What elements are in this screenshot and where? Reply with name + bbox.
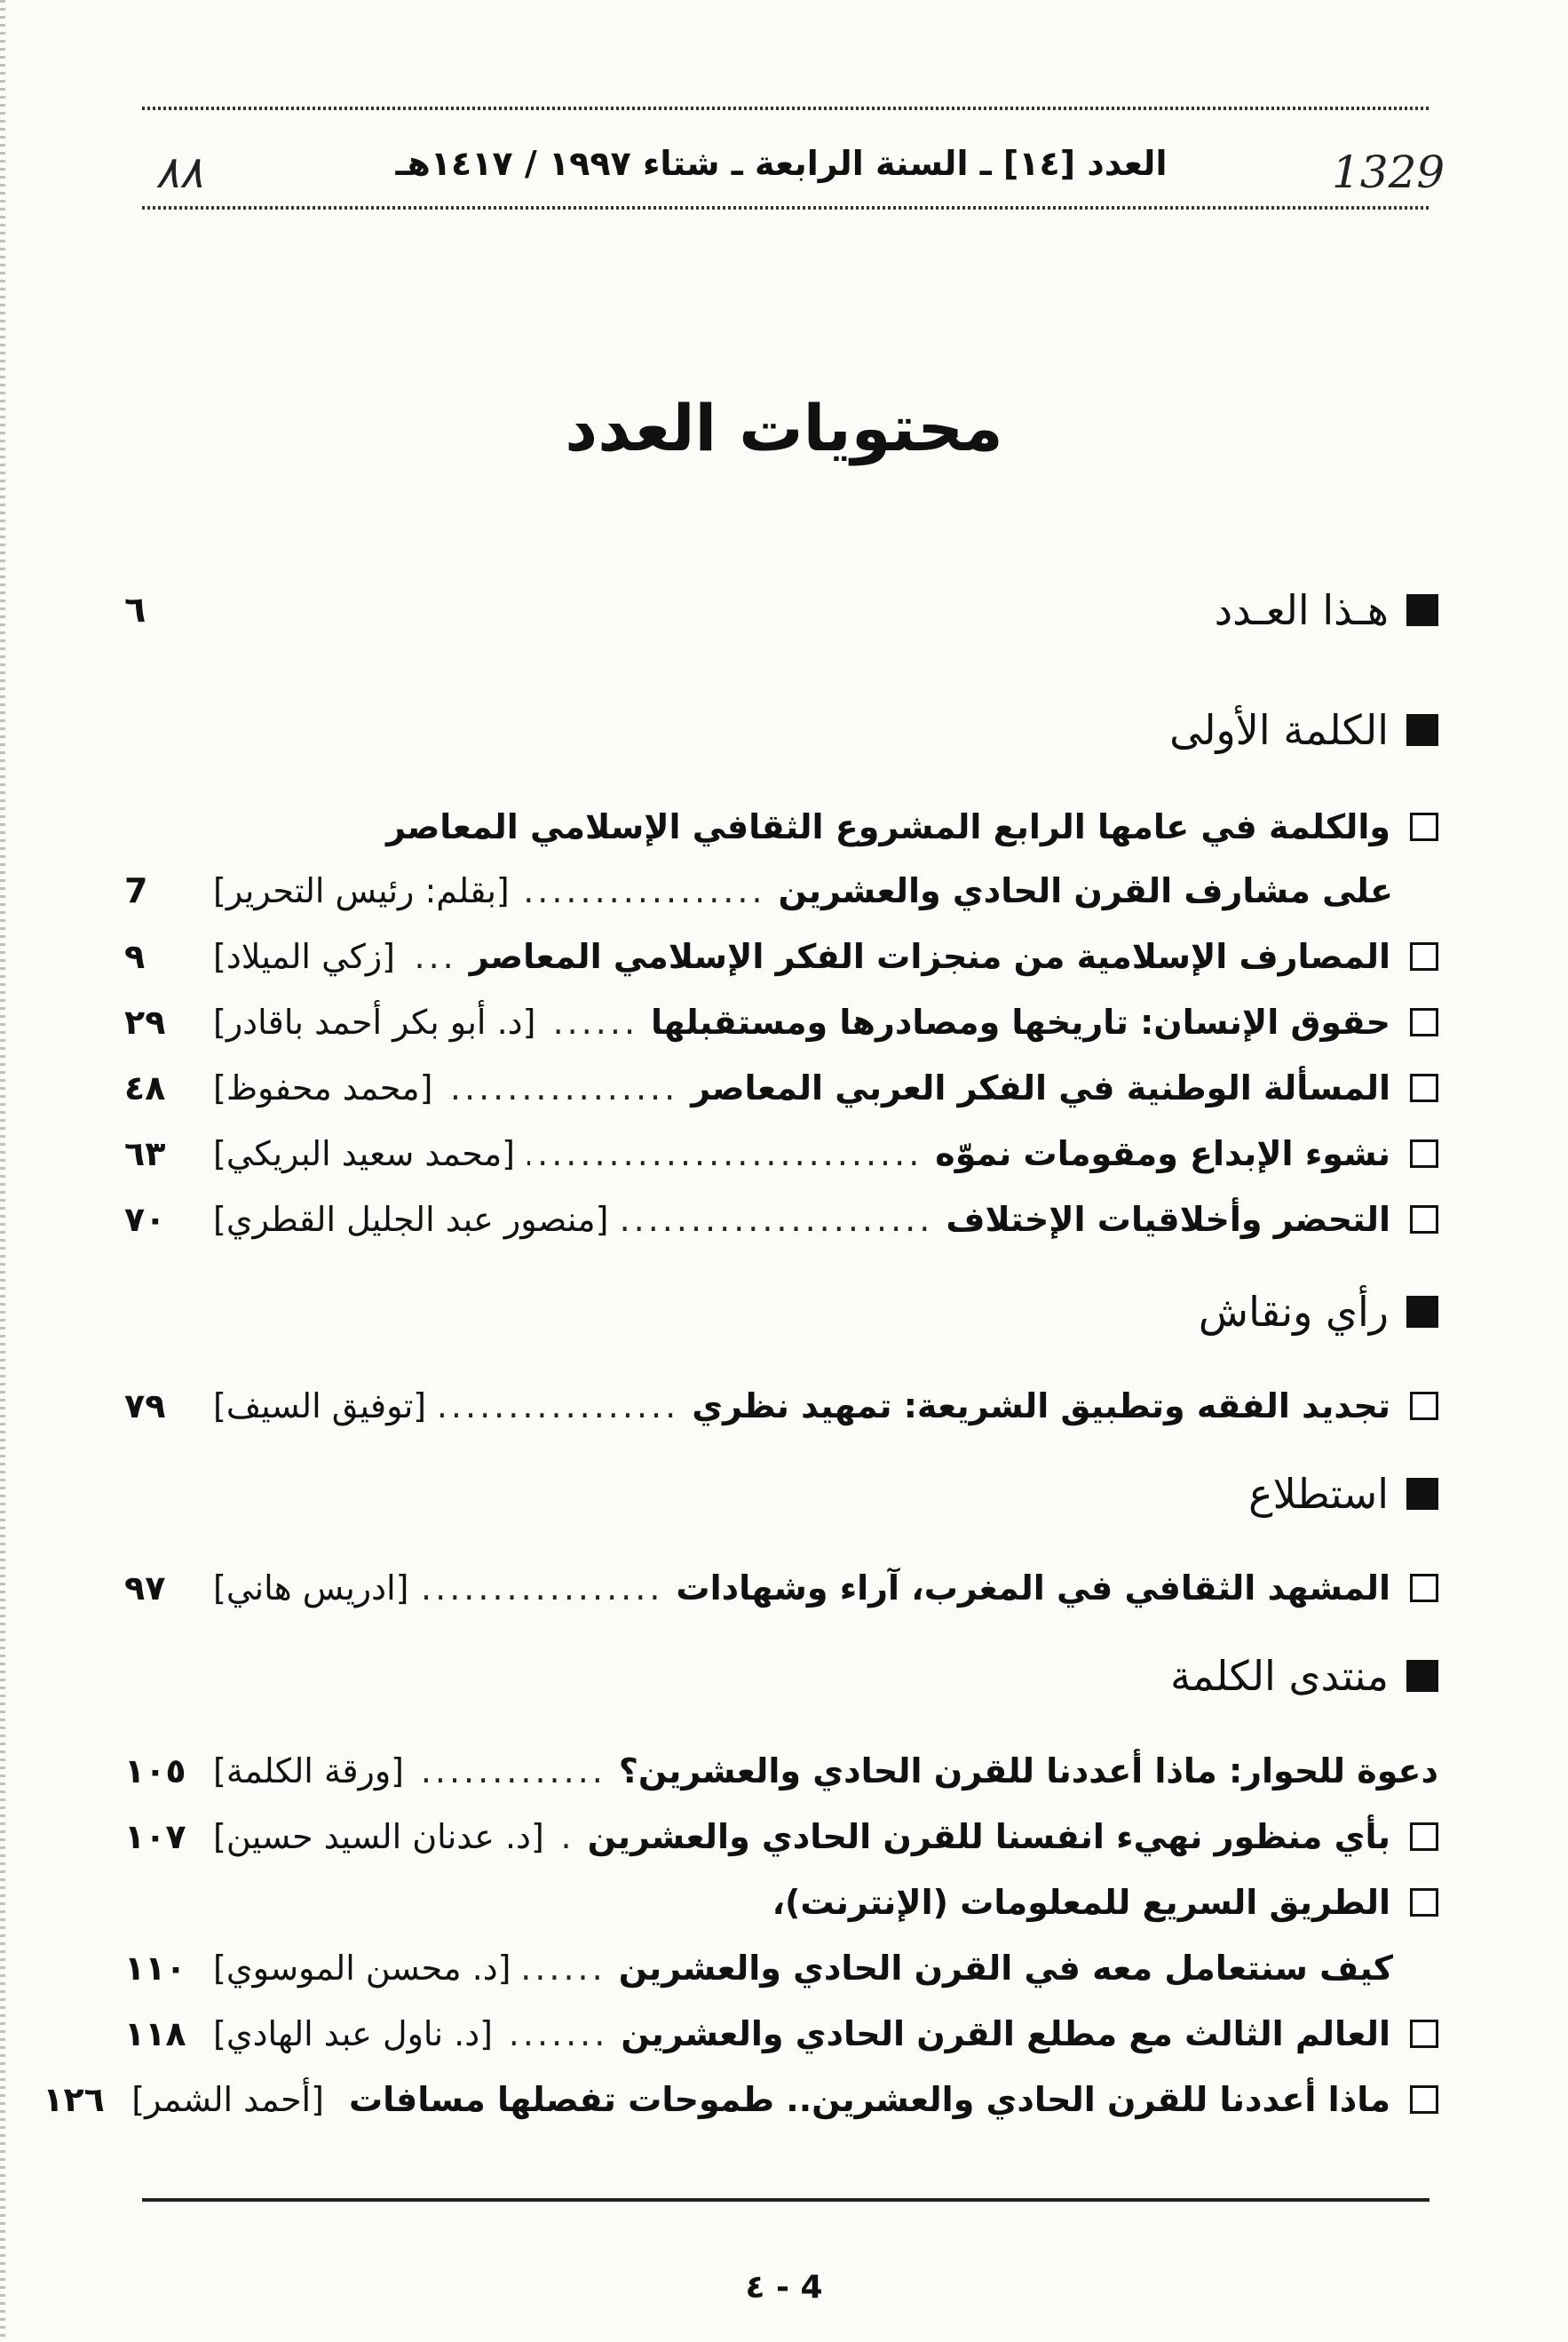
checkbox-square-icon — [1410, 1139, 1438, 1168]
section-title: استطلاع — [1248, 1470, 1389, 1518]
entry-author: [بقلم: رئيس التحرير] — [213, 871, 510, 910]
entry-title: ماذا أعددنا للقرن الحادي والعشرين.. طموحات تفصلها مسافات — [348, 2080, 1390, 2119]
entry-author: [محمد محفوظ] — [213, 1068, 433, 1107]
entry-author: [د. أبو بكر أحمد باقادر] — [213, 1003, 536, 1042]
checkbox-square-icon — [1410, 1008, 1438, 1036]
toc-entry[interactable] — [124, 799, 1438, 854]
footer-rule — [142, 2198, 1429, 2202]
issue-line: العدد [١٤] ـ السنة الرابعة ـ شتاء ١٩٩٧ / ١٤١٧هـ — [395, 144, 1168, 183]
toc-entry[interactable] — [124, 1941, 1438, 1996]
toc-entry[interactable] — [124, 1126, 1438, 1181]
checkbox-square-icon — [1410, 1574, 1438, 1602]
section-survey — [124, 1470, 1438, 1518]
entry-author: [توفيق السيف] — [213, 1386, 427, 1425]
entry-author: [محمد سعيد البريكي] — [213, 1134, 515, 1173]
checkbox-square-icon — [1410, 1392, 1438, 1420]
checkbox-square-icon — [1410, 942, 1438, 971]
handwritten-note-right: 1329 — [1332, 147, 1445, 198]
toc-entry[interactable] — [124, 863, 1438, 918]
toc-entry[interactable] — [124, 995, 1438, 1050]
toc-entry[interactable] — [43, 2072, 1438, 2127]
entry-page: ١٠٥ — [124, 1751, 186, 1790]
entry-page: ٩٧ — [124, 1568, 166, 1608]
toc-entry[interactable] — [124, 1378, 1438, 1433]
entry-title: دعوة للحوار: ماذا أعددنا للقرن الحادي والعشرين؟ — [618, 1751, 1438, 1790]
entry-author: [زكي الميلاد] — [213, 937, 396, 976]
toc-entry[interactable] — [124, 2006, 1438, 2061]
section-forum — [124, 1652, 1438, 1700]
dot-leader — [548, 1003, 638, 1042]
dot-leader — [557, 1817, 575, 1856]
dot-leader — [421, 1568, 663, 1608]
entry-author: [أحمد الشمر] — [131, 2080, 324, 2119]
checkbox-square-icon — [1410, 1205, 1438, 1234]
entry-author: [ادريس هاني] — [213, 1568, 409, 1608]
checkbox-square-icon — [1410, 1074, 1438, 1102]
entry-title: المشهد الثقافي في المغرب، آراء وشهادات — [676, 1568, 1390, 1608]
entry-author: [ورقة الكلمة] — [213, 1751, 405, 1790]
entry-page: ٢٩ — [124, 1003, 166, 1042]
entry-title: على مشارف القرن الحادي والعشرين — [778, 871, 1393, 910]
toc-entry[interactable] — [124, 1192, 1438, 1247]
toc-entry[interactable] — [124, 1875, 1438, 1930]
section-title: منتدى الكلمة — [1170, 1652, 1389, 1700]
entry-title: تجديد الفقه وتطبيق الشريعة: تمهيد نظري — [692, 1386, 1390, 1425]
entry-title: المسألة الوطنية في الفكر العربي المعاصر — [691, 1068, 1390, 1107]
entry-title: الطريق السريع للمعلومات (الإنترنت)، — [772, 1883, 1390, 1922]
dot-leader — [439, 1386, 679, 1425]
entry-author: [د. محسن الموسوي] — [213, 1949, 511, 1988]
entry-title: والكلمة في عامها الرابع المشروع الثقافي الإسلامي المعاصر — [385, 807, 1390, 846]
entry-page: ٦٣ — [124, 1134, 166, 1173]
dot-leader — [416, 1751, 606, 1790]
entry-page: ٩ — [124, 937, 146, 976]
entry-page: 7 — [124, 871, 148, 910]
scan-edge — [0, 0, 5, 2342]
section-title: رأي ونقاش — [1198, 1288, 1389, 1336]
header-bottom-rule — [142, 206, 1429, 210]
entry-page: ١٢٦ — [43, 2080, 105, 2119]
entry-page: ١٠٧ — [124, 1817, 186, 1856]
page-number: ٤ - 4 — [745, 2269, 823, 2306]
section-this-issue[interactable] — [124, 586, 1438, 634]
checkbox-square-icon — [1410, 1822, 1438, 1851]
entry-title: العالم الثالث مع مطلع القرن الحادي والعشرين — [621, 2014, 1390, 2053]
entry-title: المصارف الإسلامية من منجزات الفكر الإسلامي المعاصر — [469, 937, 1390, 976]
dot-leader — [527, 1134, 923, 1173]
entry-title: بأي منظور نهيء انفسنا للقرن الحادي والعشرين — [587, 1817, 1390, 1856]
toc-entry[interactable] — [124, 1560, 1438, 1616]
section-title: هـذا العـدد — [1214, 586, 1389, 634]
dot-leader — [621, 1200, 933, 1239]
handwritten-note-left: ٨٨ — [155, 147, 203, 198]
entry-page: ٤٨ — [124, 1068, 166, 1107]
entry-title: التحضر وأخلاقيات الإختلاف — [946, 1200, 1390, 1239]
section-opinion — [124, 1288, 1438, 1336]
entry-author: [د. عدنان السيد حسين] — [213, 1817, 544, 1856]
toc-entry[interactable] — [124, 1809, 1438, 1864]
entry-author: [منصور عبد الجليل القطري] — [213, 1200, 609, 1239]
entry-title: كيف سنتعامل معه في القرن الحادي والعشرين — [618, 1949, 1393, 1988]
toc-entry[interactable] — [124, 1060, 1438, 1115]
toc-entry[interactable] — [124, 1743, 1438, 1798]
section-title: الكلمة الأولى — [1169, 706, 1389, 754]
entry-page: ٧٠ — [124, 1200, 166, 1239]
entry-page: ١١٨ — [124, 2014, 186, 2053]
dot-leader — [445, 1068, 678, 1107]
filled-square-icon — [1406, 1296, 1438, 1328]
checkbox-square-icon — [1410, 2085, 1438, 2114]
filled-square-icon — [1406, 714, 1438, 746]
dot-leader — [408, 937, 457, 976]
page-title: محتويات العدد — [565, 391, 1003, 465]
dot-leader — [523, 1949, 606, 1988]
checkbox-square-icon — [1410, 1888, 1438, 1917]
dot-leader — [505, 2014, 608, 2053]
entry-page: ١١٠ — [124, 1949, 186, 1988]
filled-square-icon — [1406, 1478, 1438, 1510]
section-first-word — [124, 706, 1438, 754]
entry-author: [د. ناول عبد الهادي] — [213, 2014, 493, 2053]
filled-square-icon — [1406, 594, 1438, 626]
toc-entry[interactable] — [124, 929, 1438, 984]
entry-title: نشوء الإبداع ومقومات نموّه — [935, 1134, 1390, 1173]
section-page: ٦ — [124, 590, 147, 631]
checkbox-square-icon — [1410, 813, 1438, 841]
header-top-rule — [142, 107, 1429, 110]
filled-square-icon — [1406, 1660, 1438, 1692]
entry-title: حقوق الإنسان: تاريخها ومصادرها ومستقبلها — [651, 1003, 1390, 1042]
checkbox-square-icon — [1410, 2020, 1438, 2048]
entry-page: ٧٩ — [124, 1386, 166, 1425]
dot-leader — [522, 871, 766, 910]
